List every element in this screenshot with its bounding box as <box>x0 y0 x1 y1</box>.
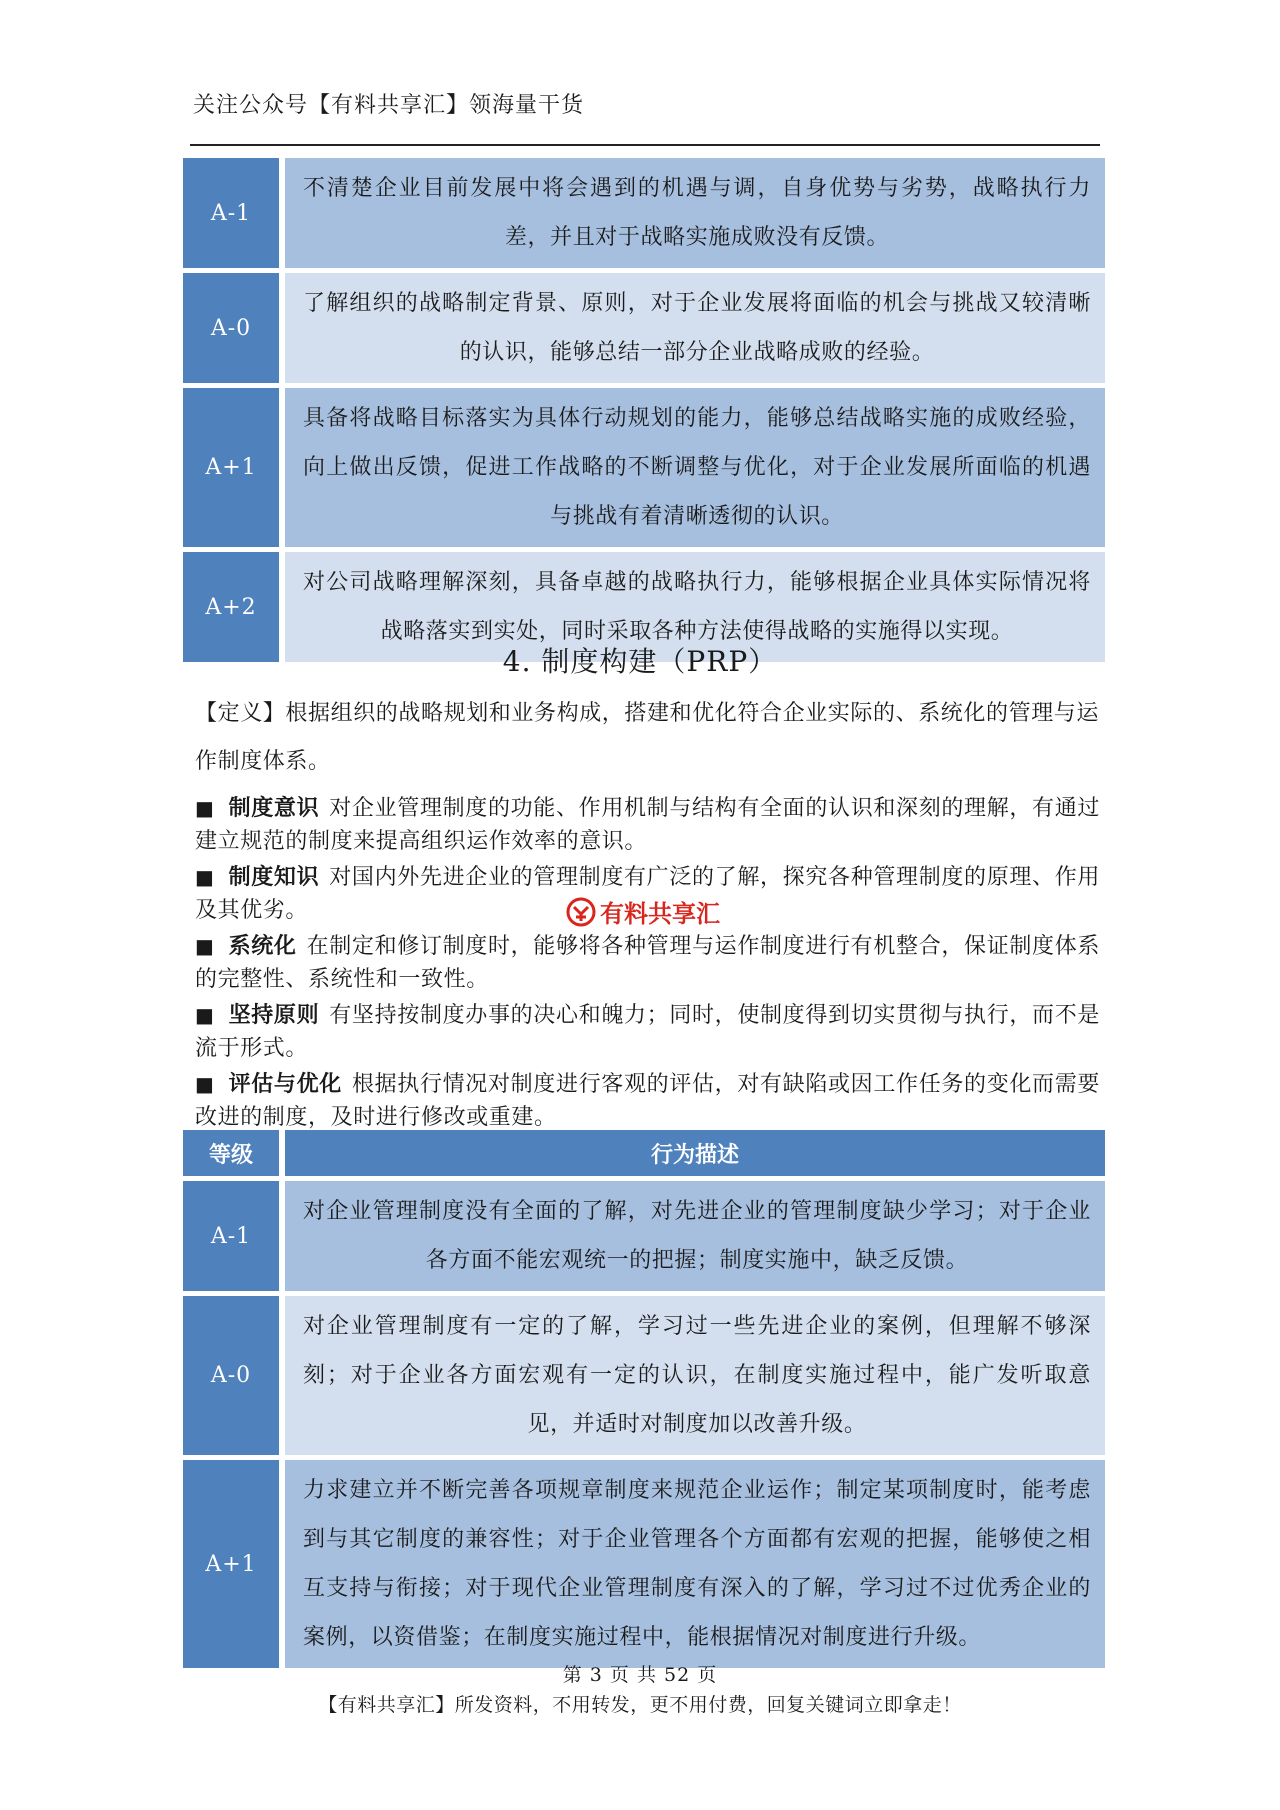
bullet-text: 对国内外先进企业的管理制度有广泛的了解，探究各种管理制度的原理、作用及其优劣。 <box>195 865 1101 923</box>
square-bullet-icon: ■ <box>195 1072 215 1096</box>
table-header-row <box>183 1130 1105 1176</box>
section-title: 4. 制度构建（PRP） <box>502 645 778 678</box>
bullet-keyword: 系统化 <box>228 934 297 959</box>
bullet-text: 有坚持按制度办事的决心和魄力；同时，使制度得到切实贯彻与执行，而不是流于形式。 <box>195 1003 1101 1061</box>
watermark-logo <box>566 894 720 929</box>
list-item <box>195 792 1100 858</box>
description-cell: 了解组织的战略制定背景、原则，对于企业发展将面临的机会与挑战又较清晰的认识，能够总结一部分企业战略成败的经验。 <box>285 273 1105 383</box>
table-row <box>183 1296 1105 1455</box>
description-cell: 对公司战略理解深刻，具备卓越的战略执行力，能够根据企业具体实际情况将战略落实到实处，同时采取各种方法使得战略的实施得以实现。 <box>285 552 1105 662</box>
bullet-keyword: 制度意识 <box>228 796 320 821</box>
table-row <box>183 273 1105 383</box>
table-row <box>183 388 1105 547</box>
bullet-keyword: 评估与优化 <box>228 1072 342 1097</box>
page-number: 第 3 页 共 52 页 <box>562 1664 718 1686</box>
square-bullet-icon: ■ <box>195 865 215 889</box>
bullet-text: 根据执行情况对制度进行客观的评估，对有缺陷或因工作任务的变化而需要改进的制度，及时进行修改或重建。 <box>195 1072 1100 1130</box>
header-grade: 等级 <box>183 1130 285 1176</box>
footer-note: 【有料共享汇】所发资料，不用转发，更不用付费，回复关键词立即拿走！ <box>318 1694 962 1716</box>
grade-cell: A+1 <box>183 1460 285 1668</box>
grade-cell: A-0 <box>183 273 285 383</box>
table-row <box>183 1181 1105 1291</box>
page-header: 关注公众号【有料共享汇】领海量干货 <box>193 93 585 118</box>
table-row <box>183 158 1105 268</box>
bullet-keyword: 坚持原则 <box>228 1003 320 1028</box>
grade-cell: A+1 <box>183 388 285 547</box>
header-rule <box>190 144 1100 146</box>
description-cell: 具备将战略目标落实为具体行动规划的能力，能够总结战略实施的成败经验，向上做出反馈，促进工作战略的不断调整与优化，对于企业发展所面临的机遇与挑战有着清晰透彻的认识。 <box>285 388 1105 547</box>
bullet-text: 对企业管理制度的功能、作用机制与结构有全面的认识和深刻的理解，有通过建立规范的制度来提高组织运作效率的意识。 <box>195 796 1101 854</box>
table-row <box>183 1460 1105 1668</box>
square-bullet-icon: ■ <box>195 934 215 958</box>
square-bullet-icon: ■ <box>195 1003 215 1027</box>
square-bullet-icon: ■ <box>195 796 215 820</box>
list-item <box>195 999 1100 1065</box>
definition-paragraph: 【定义】根据组织的战略规划和业务构成，搭建和优化符合企业实际的、系统化的管理与运作制度体系。 <box>195 701 1100 774</box>
description-cell: 对企业管理制度有一定的了解，学习过一些先进企业的案例，但理解不够深刻；对于企业各方面宏观有一定的认识，在制度实施过程中，能广发听取意见，并适时对制度加以改善升级。 <box>285 1296 1105 1455</box>
bullet-text: 在制定和修订制度时，能够将各种管理与运作制度进行有机整合，保证制度体系的完整性、系统性和一致性。 <box>195 934 1100 992</box>
system-level-table <box>183 1125 1105 1673</box>
grade-cell: A-1 <box>183 158 285 268</box>
strategy-level-table <box>183 153 1105 667</box>
bullet-list <box>195 792 1100 1137</box>
watermark-text: 有料共享汇 <box>600 900 720 928</box>
bullet-keyword: 制度知识 <box>228 865 320 890</box>
description-cell: 力求建立并不断完善各项规章制度来规范企业运作；制定某项制度时，能考虑到与其它制度的兼容性；对于企业管理各个方面都有宏观的把握，能够使之相互支持与衔接；对于现代企业管理制度有深入的了解，学习过不过优秀企业的案例，以资借鉴；在制度实施过程中，能根据情况对制度进行升级。 <box>285 1460 1105 1668</box>
list-item <box>195 930 1100 996</box>
watermark-emblem-icon <box>566 897 596 927</box>
grade-cell: A-0 <box>183 1296 285 1455</box>
grade-cell: A+2 <box>183 552 285 662</box>
description-cell: 不清楚企业目前发展中将会遇到的机遇与调，自身优势与劣势，战略执行力差，并且对于战略实施成败没有反馈。 <box>285 158 1105 268</box>
header-description: 行为描述 <box>285 1130 1105 1176</box>
description-cell: 对企业管理制度没有全面的了解，对先进企业的管理制度缺少学习；对于企业各方面不能宏观统一的把握；制度实施中，缺乏反馈。 <box>285 1181 1105 1291</box>
grade-cell: A-1 <box>183 1181 285 1291</box>
